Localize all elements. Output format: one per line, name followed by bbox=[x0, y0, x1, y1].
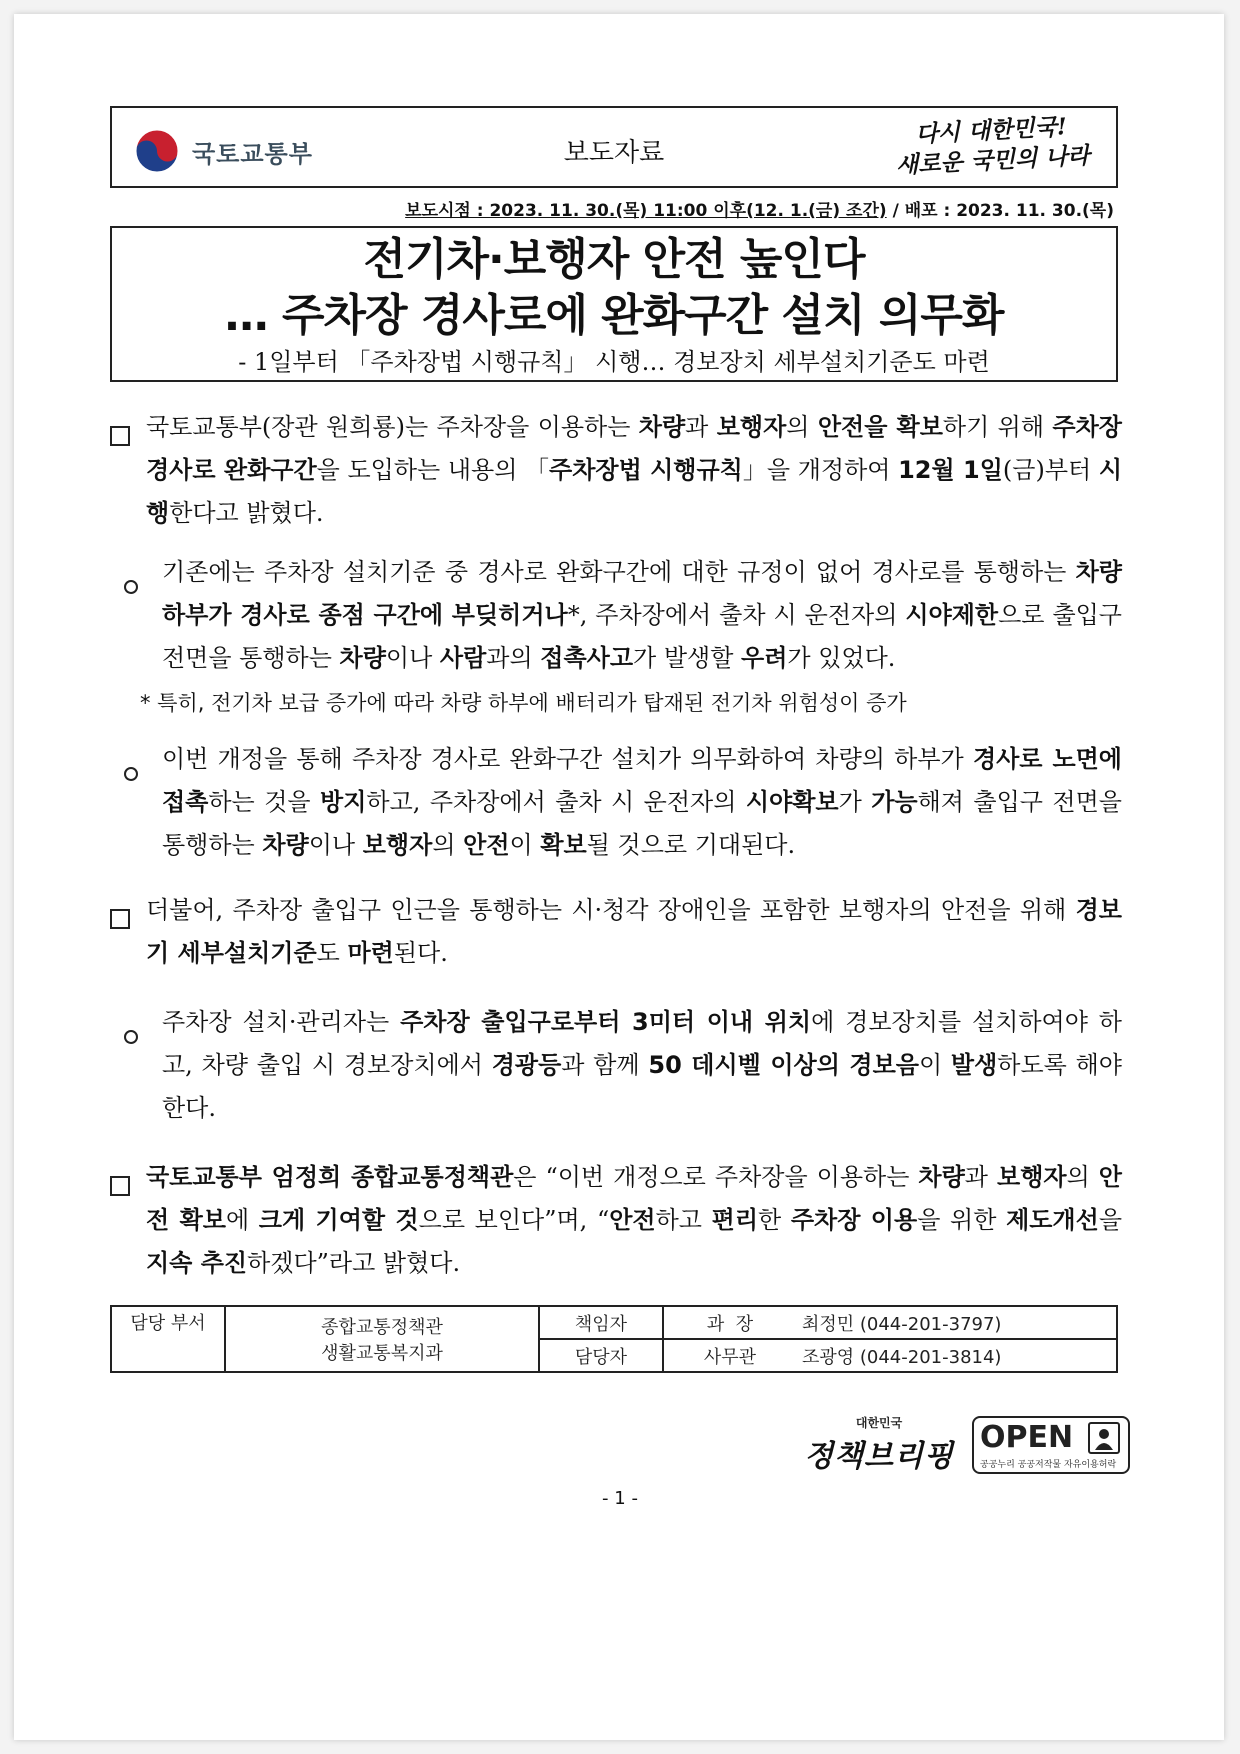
dept-label: 담당 부서 bbox=[111, 1306, 225, 1372]
person-icon bbox=[1088, 1422, 1120, 1454]
contact-person-cell: 최정민 (044-201-3797) bbox=[796, 1306, 1117, 1339]
paragraph-5: 주차장 설치·관리자는 주차장 출입구로부터 3미터 이내 위치에 경보장치를 설치하여야 하고, 차량 출입 시 경보장치에서 경광등과 함께 50 데시벨 이상의 경보음이 발생하도록 해야 한다. bbox=[110, 1001, 1122, 1130]
policy-briefing-logo: 대한민국 정책브리핑 bbox=[804, 1416, 954, 1474]
embargo-line bbox=[110, 196, 1122, 220]
footer-logos bbox=[804, 1414, 1130, 1475]
headline-line2: … 주차장 경사로에 완화구간 설치 의무화 bbox=[224, 290, 1004, 341]
paragraph-6: 국토교통부 엄정희 종합교통정책관은 “이번 개정으로 주차장을 이용하는 차량과 보행자의 안전 확보에 크게 기여할 것으로 보인다”며, “안전하고 편리한 주차장 이용을 위한 제도개선을 지속 추진하겠다”라고 밝혔다. bbox=[110, 1156, 1122, 1285]
paragraph-3: 이번 개정을 통해 주차장 경사로 완화구간 설치가 의무화하여 차량의 하부가 경사로 노면에 접촉하는 것을 방지하고, 주차장에서 출차 시 운전자의 시야확보가 가능해져 출입구 전면을 통행하는 차량이나 보행자의 안전이 확보될 것으로 기대된다. bbox=[110, 738, 1122, 867]
page-number: - 1 - bbox=[602, 1488, 638, 1509]
embargo-time: 보도시점 : 2023. 11. 30.(목) 11:00 이후(12. 1.(금) 조간) bbox=[405, 201, 887, 221]
square-bullet-icon bbox=[110, 1176, 130, 1196]
paragraph-4: 더불어, 주차장 출입구 인근을 통행하는 시·청각 장애인을 포함한 보행자의 안전을 위해 경보기 세부설치기준도 마련된다. bbox=[110, 889, 1122, 975]
title-box bbox=[110, 226, 1118, 382]
position-cell: 사무관 bbox=[663, 1339, 796, 1372]
distribution-date: / 배포 : 2023. 11. 30.(목) bbox=[886, 201, 1114, 221]
contact-table bbox=[110, 1305, 1118, 1373]
slogan-line1: 다시 대한민국! bbox=[914, 113, 1068, 148]
square-bullet-icon bbox=[110, 909, 130, 929]
role-cell: 담당자 bbox=[539, 1339, 663, 1372]
kogl-open-badge: OPEN 공공누리 공공저작물 자유이용허락 bbox=[972, 1416, 1130, 1474]
circle-bullet-icon bbox=[124, 1030, 138, 1044]
document-body bbox=[110, 106, 1122, 1373]
headline-line1: 전기차·보행자 안전 높인다 bbox=[363, 234, 865, 285]
slogan bbox=[891, 111, 1094, 181]
subheadline: - 1일부터 「주차장법 시행규칙」 시행… 경보장치 세부설치기준도 마련 bbox=[238, 348, 990, 376]
circle-bullet-icon bbox=[124, 767, 138, 781]
contact-person-cell: 조광영 (044-201-3814) bbox=[796, 1339, 1117, 1372]
slogan-line2: 새로운 국민의 나라 bbox=[895, 141, 1091, 180]
circle-bullet-icon bbox=[124, 580, 138, 594]
press-header bbox=[110, 106, 1118, 188]
role-cell: 책임자 bbox=[539, 1306, 663, 1339]
position-cell: 과 장 bbox=[663, 1306, 796, 1339]
table-row bbox=[111, 1306, 1117, 1339]
footnote: * 특히, 전기차 보급 증가에 따라 차량 하부에 배터리가 탑재된 전기차 위험성이 증가 bbox=[140, 691, 907, 715]
square-bullet-icon bbox=[110, 426, 130, 446]
paragraph-1: 국토교통부(장관 원희룡)는 주차장을 이용하는 차량과 보행자의 안전을 확보하기 위해 주차장 경사로 완화구간을 도입하는 내용의 「주차장법 시행규칙」을 개정하여 12월 1일(금)부터 시행한다고 밝혔다. bbox=[110, 406, 1122, 535]
paragraph-2: 기존에는 주차장 설치기준 중 경사로 완화구간에 대한 규정이 없어 경사로를 통행하는 차량 하부가 경사로 종점 구간에 부딪히거나*, 주차장에서 출차 시 운전자의 시야제한으로 출입구 전면을 통행하는 차량이나 사람과의 접촉사고가 발생할 우려가 있었다. bbox=[110, 551, 1122, 680]
document-type: 보도자료 bbox=[563, 138, 665, 168]
ministry-name: 국토교통부 bbox=[192, 139, 313, 168]
dept-names: 종합교통정책관 생활교통복지과 bbox=[225, 1306, 539, 1372]
